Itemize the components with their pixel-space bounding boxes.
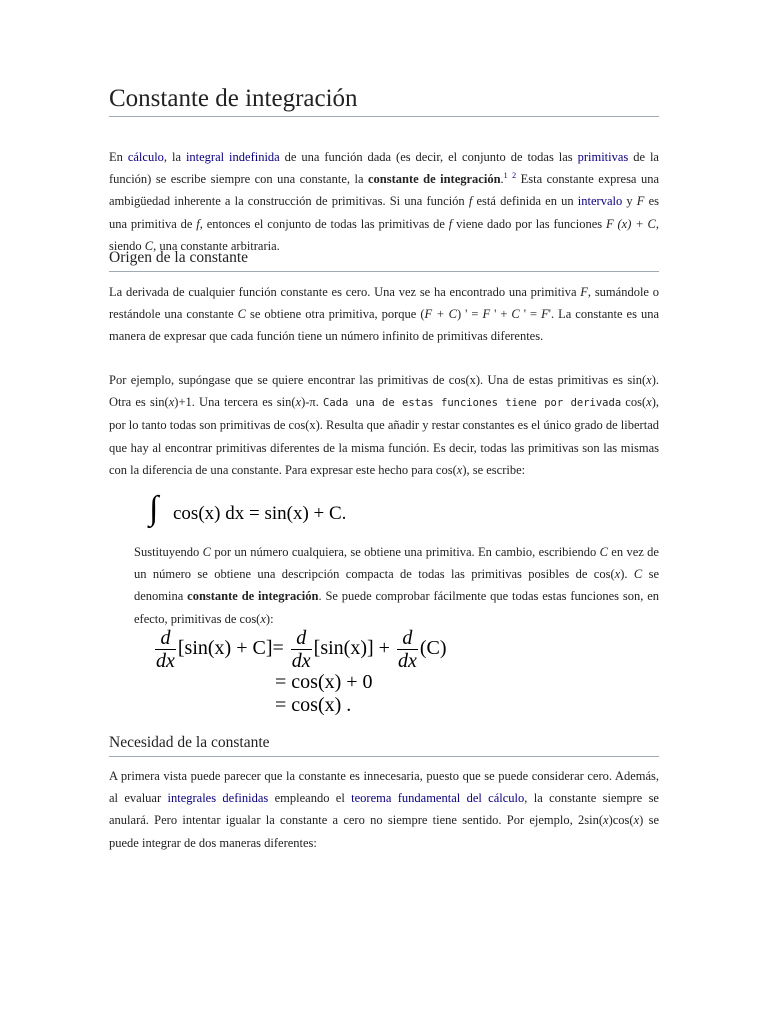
- math-var: x: [646, 395, 652, 410]
- text: En: [109, 150, 128, 164]
- origen-paragraph-1: [109, 281, 659, 348]
- text: se denomina: [134, 567, 660, 604]
- text: ), se escribe:: [462, 462, 526, 477]
- formula-text: [sin(x) + C]: [177, 637, 273, 660]
- origen-paragraph-2: [109, 369, 659, 481]
- math-var: C: [511, 307, 520, 322]
- text: por un número cualquiera, se obtiene una primitiva. En cambio, escribiendo: [211, 545, 600, 559]
- link-intervalo[interactable]: intervalo: [577, 194, 623, 209]
- bold-term: constante de integración: [187, 589, 319, 604]
- math-var: C: [633, 567, 643, 582]
- formula-row-1: [153, 627, 447, 672]
- link-calculo[interactable]: cálculo: [127, 150, 164, 164]
- text: ' +: [490, 307, 512, 322]
- math-var: x: [295, 395, 302, 410]
- formula-text: [sin(x)] +: [313, 637, 390, 660]
- text: viene dado por las funciones: [452, 216, 606, 231]
- text: y: [622, 194, 637, 209]
- text: A primera vista puede parecer que la constante es innecesaria, puesto que se puede considerar cero. Además, al evaluar: [109, 769, 659, 806]
- numerator: d: [402, 627, 413, 649]
- text: de una función dada (es decir, el conjunto de todas las: [279, 150, 578, 164]
- math-var: f: [448, 216, 453, 231]
- text: . Se puede comprobar fácilmente que todas estas funciones son, en efecto, primitivas de cos(: [134, 589, 659, 626]
- math-var: C: [237, 307, 246, 322]
- integral-formula: [149, 490, 389, 536]
- text: ). Otra es sin(: [109, 373, 659, 410]
- text: ) ' =: [456, 307, 483, 322]
- fraction: [397, 627, 418, 672]
- text: , siendo: [109, 216, 659, 253]
- text: ):: [265, 611, 274, 626]
- text: ), por lo tanto todas son primitivas de cos(x). Resulta que añadir y restar constantes es el único grado de libertad que hay al encontrar primitivas diferentes de la misma función. Es decir, todas las primitivas son las mismas con la diferencia de una constante. Para expresar este hecho para cos(: [109, 395, 659, 477]
- section-heading-necesidad: Necesidad de la constante: [109, 733, 659, 757]
- numerator: d: [160, 627, 171, 649]
- math-var: x: [614, 567, 621, 582]
- math-var: C: [202, 545, 211, 559]
- link-teorema-fundamental[interactable]: teorema fundamental del cálculo: [351, 791, 525, 806]
- reference-2[interactable]: 2: [512, 171, 517, 181]
- text: )+1. Una tercera es sin(: [174, 395, 296, 410]
- text: se obtiene otra primitiva, porque (: [246, 307, 425, 322]
- math-var: x: [633, 813, 640, 828]
- denominator: dx: [397, 650, 417, 672]
- text: , la constante siempre se anulará. Pero intentar igualar la constante a cero no siempre tiene sentido. Por ejemplo, 2sin(: [109, 791, 659, 828]
- text: Esta constante expresa una ambigüedad inherente a la construcción de primitivas. Si una función: [109, 172, 660, 209]
- necesidad-paragraph-1: [109, 765, 659, 854]
- formula-text: (C): [419, 637, 447, 660]
- math-var: F: [580, 285, 588, 299]
- text: cos(: [621, 395, 647, 410]
- link-integral-indefinida[interactable]: integral indefinida: [185, 150, 280, 164]
- fraction: [155, 627, 176, 672]
- text: , sumándole o restándole una constante: [109, 285, 659, 322]
- math-var: C: [144, 238, 154, 253]
- math-var: x: [456, 462, 463, 477]
- text: ).: [620, 567, 634, 582]
- math-var: C: [599, 545, 608, 559]
- text: está definida en un: [472, 194, 578, 209]
- math-var: f: [196, 216, 200, 231]
- math-var: f: [468, 194, 473, 209]
- math-var: x: [168, 395, 175, 410]
- text: La derivada de cualquier función constante es cero. Una vez se ha encontrado una primitiva: [109, 285, 581, 299]
- link-integrales-definidas[interactable]: integrales definidas: [167, 791, 269, 806]
- equals-sign: =: [272, 637, 284, 660]
- formula-row-3: = cos(x) .: [275, 694, 352, 716]
- text: , entonces el conjunto de todas las primitivas de: [199, 216, 449, 231]
- math-var: F: [636, 194, 645, 209]
- math-expr: F + C: [424, 307, 457, 322]
- text: ' =: [519, 307, 542, 322]
- math-expr: F (x) + C: [605, 216, 656, 231]
- monospace-text: Cada una de estas funciones tiene por derivada: [323, 397, 622, 410]
- math-var: x: [646, 373, 652, 387]
- math-var: F: [482, 307, 491, 322]
- text: de la función) se escribe siempre con una constante, la: [109, 150, 659, 187]
- text: Por ejemplo, supóngase que se quiere encontrar las primitivas de cos(x). Una de estas primitivas es sin(: [109, 373, 647, 387]
- text: ) se puede integrar de dos maneras diferentes:: [109, 813, 659, 850]
- link-primitivas[interactable]: primitivas: [577, 150, 629, 164]
- text: )cos(: [608, 813, 634, 828]
- text: , la: [163, 150, 186, 164]
- text: empleando el: [268, 791, 352, 806]
- math-var: x: [260, 611, 266, 626]
- math-var: x: [603, 813, 609, 828]
- text: , una constante arbitraria.: [153, 238, 280, 253]
- numerator: d: [296, 627, 307, 649]
- text: es una primitiva de: [109, 194, 660, 231]
- bold-term: constante de integración: [367, 172, 501, 187]
- text: .: [500, 172, 504, 187]
- intro-paragraph: [109, 146, 659, 257]
- formula-text: cos(x) dx = sin(x) + C.: [173, 503, 347, 524]
- text: '. La constante es una manera de expresar que cada función tiene un número infinito de primitivas diferentes.: [109, 307, 659, 344]
- origen-paragraph-3: [134, 541, 659, 630]
- fraction: [291, 627, 312, 672]
- text: )-π.: [301, 395, 324, 410]
- section-heading-origen: Origen de la constante: [109, 248, 659, 272]
- math-var: F: [541, 307, 549, 322]
- denominator: dx: [291, 650, 311, 672]
- text: Sustituyendo: [134, 545, 203, 559]
- formula-row-2: = cos(x) + 0: [275, 671, 373, 693]
- derivative-formula: [153, 627, 473, 722]
- text: en vez de un número se obtiene una descripción compacta de todas las primitivas posibles de cos(: [134, 545, 659, 582]
- integral-sign: ∫: [149, 490, 159, 527]
- reference-1[interactable]: 1: [503, 171, 508, 181]
- denominator: dx: [156, 650, 175, 672]
- page-title: Constante de integración: [109, 84, 659, 117]
